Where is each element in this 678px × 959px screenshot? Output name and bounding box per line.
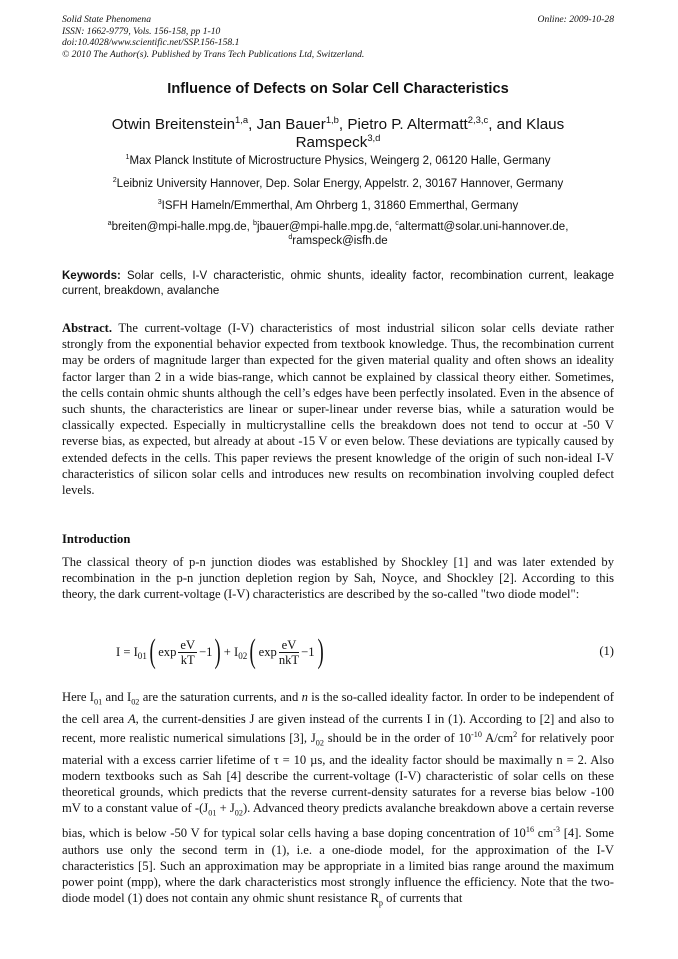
author-name-cont: Ramspeck xyxy=(295,134,368,151)
author-emails: $^a$breiten@mpi-halle.mpg.de, $^b$jbauer@mpi-halle.mpg.de, $^c$altermatt@solar.uni-hannover.de, $^d$ramspeck@isfh.de xyxy=(107,219,569,247)
issn-line: ISSN: 1662-9779, Vols. 156-158, pp 1-10 xyxy=(62,25,221,37)
affiliation-1: $^1$Max Planck Institute of Microstructure Physics, Weingerg 2, 06120 Halle, Germany xyxy=(125,153,551,167)
abstract-block xyxy=(62,320,614,498)
email-link[interactable]: breiten@mpi-halle.mpg.de xyxy=(111,221,247,233)
abstract-text: The current-voltage (I-V) characteristics of most industrial silicon solar cells deviate rather strongly from the exponential behavior expected from textbook knowledge. Thus, the recombination current may be orders of magnitude larger than expected for the given material quality and often shows an ideality factor larger than 2 in a wide bias-range, which cannot be explained by classical theory either. Sometimes, the cells contain ohmic shunts although the cell’s edges have been perfectly insolated. Even in the absence of such shunts, the characteristics are linear or super-linear under reverse bias, while a saturation would be classically expected. Especially in multicrystalline cells the breakdown does not tend to occur at -50 V reverse bias, as expected, but already at about -15 V or even below. These deviations are typically caused by extended defects in the cells. This paper reviews the present knowledge of the origin of such non-ideal I-V characteristics of silicon solar cells and introduces new results on recombination involving coupled defect levels. xyxy=(62,321,614,498)
affiliation-3: $^3$ISFH Hameln/Emmerthal, Am Ohrberg 1, 31860 Emmerthal, Germany xyxy=(157,198,519,212)
journal-header xyxy=(62,14,502,60)
abstract-label: Abstract. xyxy=(62,321,113,335)
eq-paren: ( xyxy=(149,633,156,670)
author-name: Jan Bauer xyxy=(256,116,326,133)
author-name: Pietro P. Altermatt xyxy=(347,116,468,133)
eq-fraction: $\frac{eV}{kT}$ xyxy=(180,637,196,667)
equation-number: (1) xyxy=(599,644,614,658)
eq-lhs: I = I xyxy=(116,644,138,659)
eq-paren: ) xyxy=(215,633,222,670)
author-name: Otwin Breitenstein xyxy=(111,116,236,133)
intro-paragraph-1: The classical theory of p-n junction diodes was established by Shockley [1] and was later extended by recombination in the p-n junction depletion region by Sah, Noyce, and Shockley [2]. According to this theory, the dark current-voltage (I-V) characteristics are described by the so-called "two diode model": xyxy=(62,555,614,602)
equation-two-diode: I = I 01 ( exp $\frac{eV}{kT}$ −1 ) + I 02 ( exp $\frac{eV}{\text{nkT}}$ −1 ) xyxy=(116,633,324,670)
eq-exp: exp xyxy=(258,644,277,659)
keywords-text: Solar cells, I-V characteristic, ohmic shunts, ideality factor, recombination current, leakage current, breakdown, avalanche xyxy=(62,270,614,297)
eq-paren: ) xyxy=(317,633,324,670)
online-date: Online: 2009-10-28 xyxy=(537,14,614,25)
email-link[interactable]: altermatt@solar.uni-hannover.de xyxy=(398,221,566,233)
eq-exp: exp xyxy=(158,644,177,659)
journal-name: Solid State Phenomena xyxy=(62,14,151,25)
copyright-line: © 2010 The Author(s). Published by Trans Tech Publications Ltd, Switzerland. xyxy=(62,48,365,60)
author-list xyxy=(62,113,614,152)
author-affil-sup: 1,b xyxy=(325,113,339,125)
author-affil-sup: 3,d xyxy=(367,131,381,143)
doi-line: doi:10.4028/www.scientific.net/SSP.156-158.1 xyxy=(62,37,240,49)
section-heading-introduction: Introduction xyxy=(62,532,131,546)
affiliation-2: $^2$Leibniz University Hannover, Dep. Solar Energy, Appelstr. 2, 30167 Hannover, Germany xyxy=(112,176,564,190)
email-link[interactable]: jbauer@mpi-halle.mpg.de xyxy=(256,221,389,233)
keywords-block xyxy=(62,269,614,299)
author-affil-sup: 2,3,c xyxy=(467,113,489,125)
eq-paren: ( xyxy=(249,633,257,670)
eq-fraction: $\frac{eV}{\text{nkT}}$ xyxy=(278,637,300,667)
paper-title: Influence of Defects on Solar Cell Characteristics xyxy=(167,81,509,97)
author-affil-sup: 1,a xyxy=(235,113,249,125)
author-and: , and Klaus xyxy=(488,116,565,133)
intro-paragraph-2: Here $I_{01}$ and $I_{02}$ are the saturation currents, and n is the so-called ideality factor. In order to be independent of the cell area A, the current-densities J are given instead of the currents I in (1). According to [2] and also to recent, more realistic numerical simulations [3], $J_{02}$ should be in the order of $10^{-10}$ $A/cm^2$ for relatively poor material with a excess carrier lifetime of τ = 10 µs, and the ideality factor should be maximally n = 2. Also modern textbooks such as Sah [4] describe the current-voltage (I-V) characteristic of solar cells on these theoretical grounds, which predicts that the reverse current-density saturates for a reverse bias below -100 mV to a constant value of $-(J_{01} + J_{02})$. Advanced theory predicts avalanche breakdown above a certain reverse bias, which is below -50 V for typical solar cells having a base doping concentration of $10^{16}$ $cm^{-3}$ [4]. Some authors use only the second term in (1), i.e. a one-diode model, for the approximation of the I-V characteristics [5]. Such an approximation may be appropriate in a limited bias range around the maximum power point (mpp), where the dark characteristics most strongly influence the efficiency. Note that the two-diode model (1) does not contain any ohmic shunt resistance $R_p$ of currents that xyxy=(62,690,614,908)
email-link[interactable]: ramspeck@isfh.de xyxy=(292,235,388,247)
author-sep: , xyxy=(338,116,348,133)
author-sep: , xyxy=(248,116,257,133)
keywords-label: Keywords: xyxy=(62,270,121,282)
eq-plus: + I xyxy=(223,644,239,659)
